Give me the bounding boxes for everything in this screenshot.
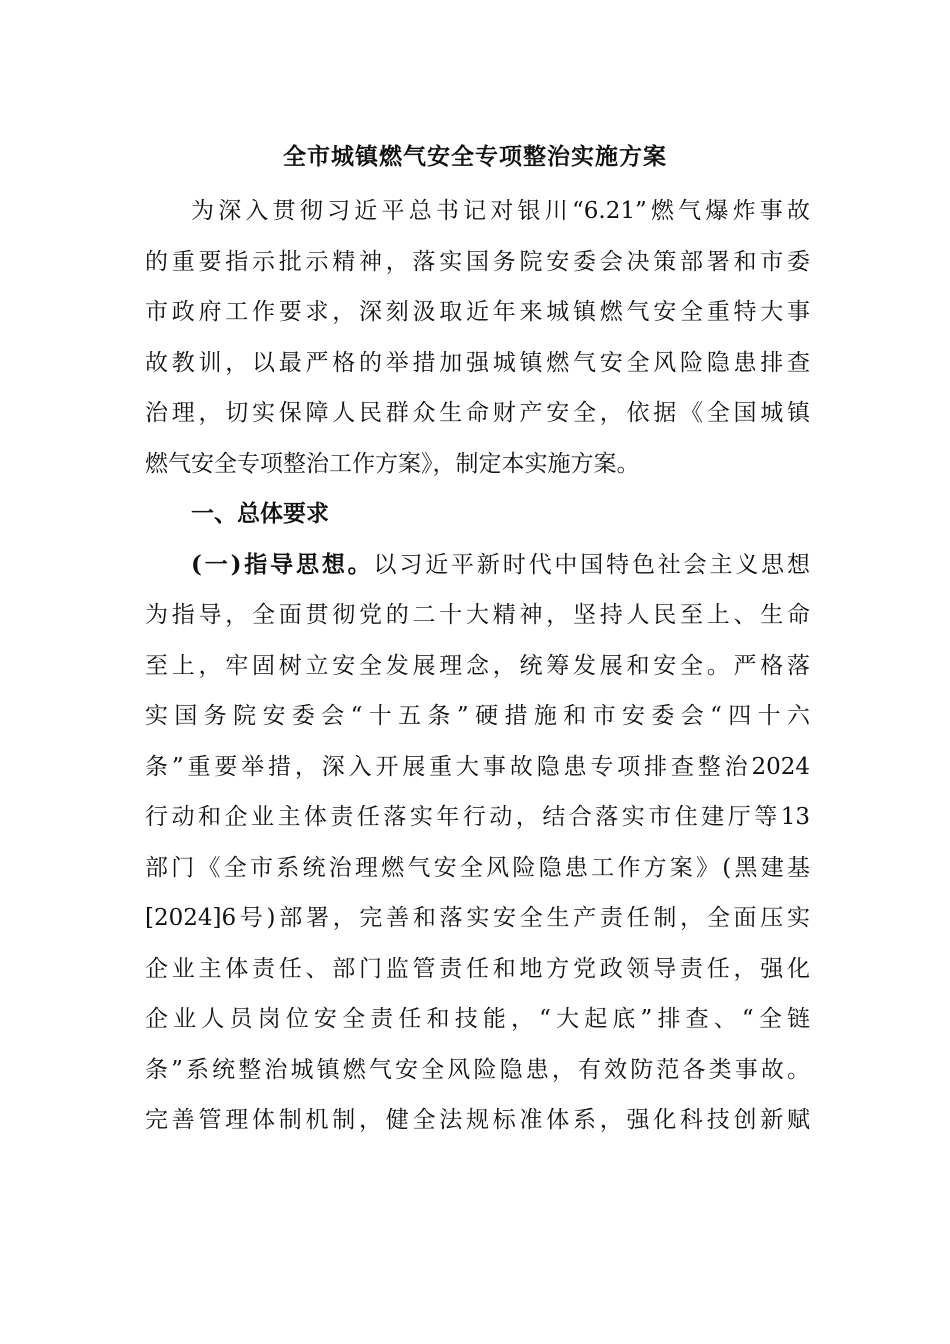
body-line: 行动和企业主体责任落实年行动，结合落实市住建厅等13 <box>145 804 810 830</box>
body-line: 企业人员岗位安全责任和技能，“大起底”排查、“全链 <box>145 1006 810 1032</box>
section-heading: 一、总体要求 <box>191 500 329 527</box>
document-body <box>145 186 810 1146</box>
intro-line: 为深入贯彻习近平总书记对银川“6.21”燃气爆炸事故 <box>191 198 810 224</box>
subsection-first-line <box>145 540 810 591</box>
body-line: 企业主体责任、部门监管责任和地方党政领导责任，强化 <box>145 955 810 982</box>
intro-line: 市政府工作要求，深刻汲取近年来城镇燃气安全重特大事 <box>145 299 810 325</box>
subsection-label: (一)指导思想。 <box>191 550 374 578</box>
intro-line: 故教训，以最严格的举措加强城镇燃气安全风险隐患排查 <box>145 349 810 376</box>
body-line: 部门《全市系统治理燃气安全风险隐患工作方案》(黑建基 <box>145 854 810 881</box>
body-line: 实国务院安委会“十五条”硬措施和市安委会“四十六 <box>145 703 810 729</box>
body-line: 完善管理体制机制，健全法规标准体系，强化科技创新赋 <box>145 1107 810 1133</box>
body-line: 至上，牢固树立安全发展理念，统筹发展和安全。严格落 <box>145 652 810 679</box>
document-title: 全市城镇燃气安全专项整治实施方案 <box>283 143 667 170</box>
subsection-first-line-text: 以习近平新时代中国特色社会主义思想 <box>373 551 811 578</box>
intro-line: 燃气安全专项整治工作方案》，制定本实施方案。 <box>145 450 640 477</box>
intro-line: 的重要指示批示精神，落实国务院安委会决策部署和市委 <box>145 248 810 275</box>
body-line: 条”系统整治城镇燃气安全风险隐患，有效防范各类事故。 <box>145 1056 810 1083</box>
body-line: 为指导，全面贯彻党的二十大精神，坚持人民至上、生命 <box>145 602 810 628</box>
intro-line: 治理，切实保障人民群众生命财产安全，依据《全国城镇 <box>145 400 810 426</box>
body-line: [2024]6号)部署，完善和落实安全生产责任制，全面压实 <box>145 905 810 931</box>
body-line: 条”重要举措，深入开展重大事故隐患专项排查整治2024 <box>145 753 810 780</box>
